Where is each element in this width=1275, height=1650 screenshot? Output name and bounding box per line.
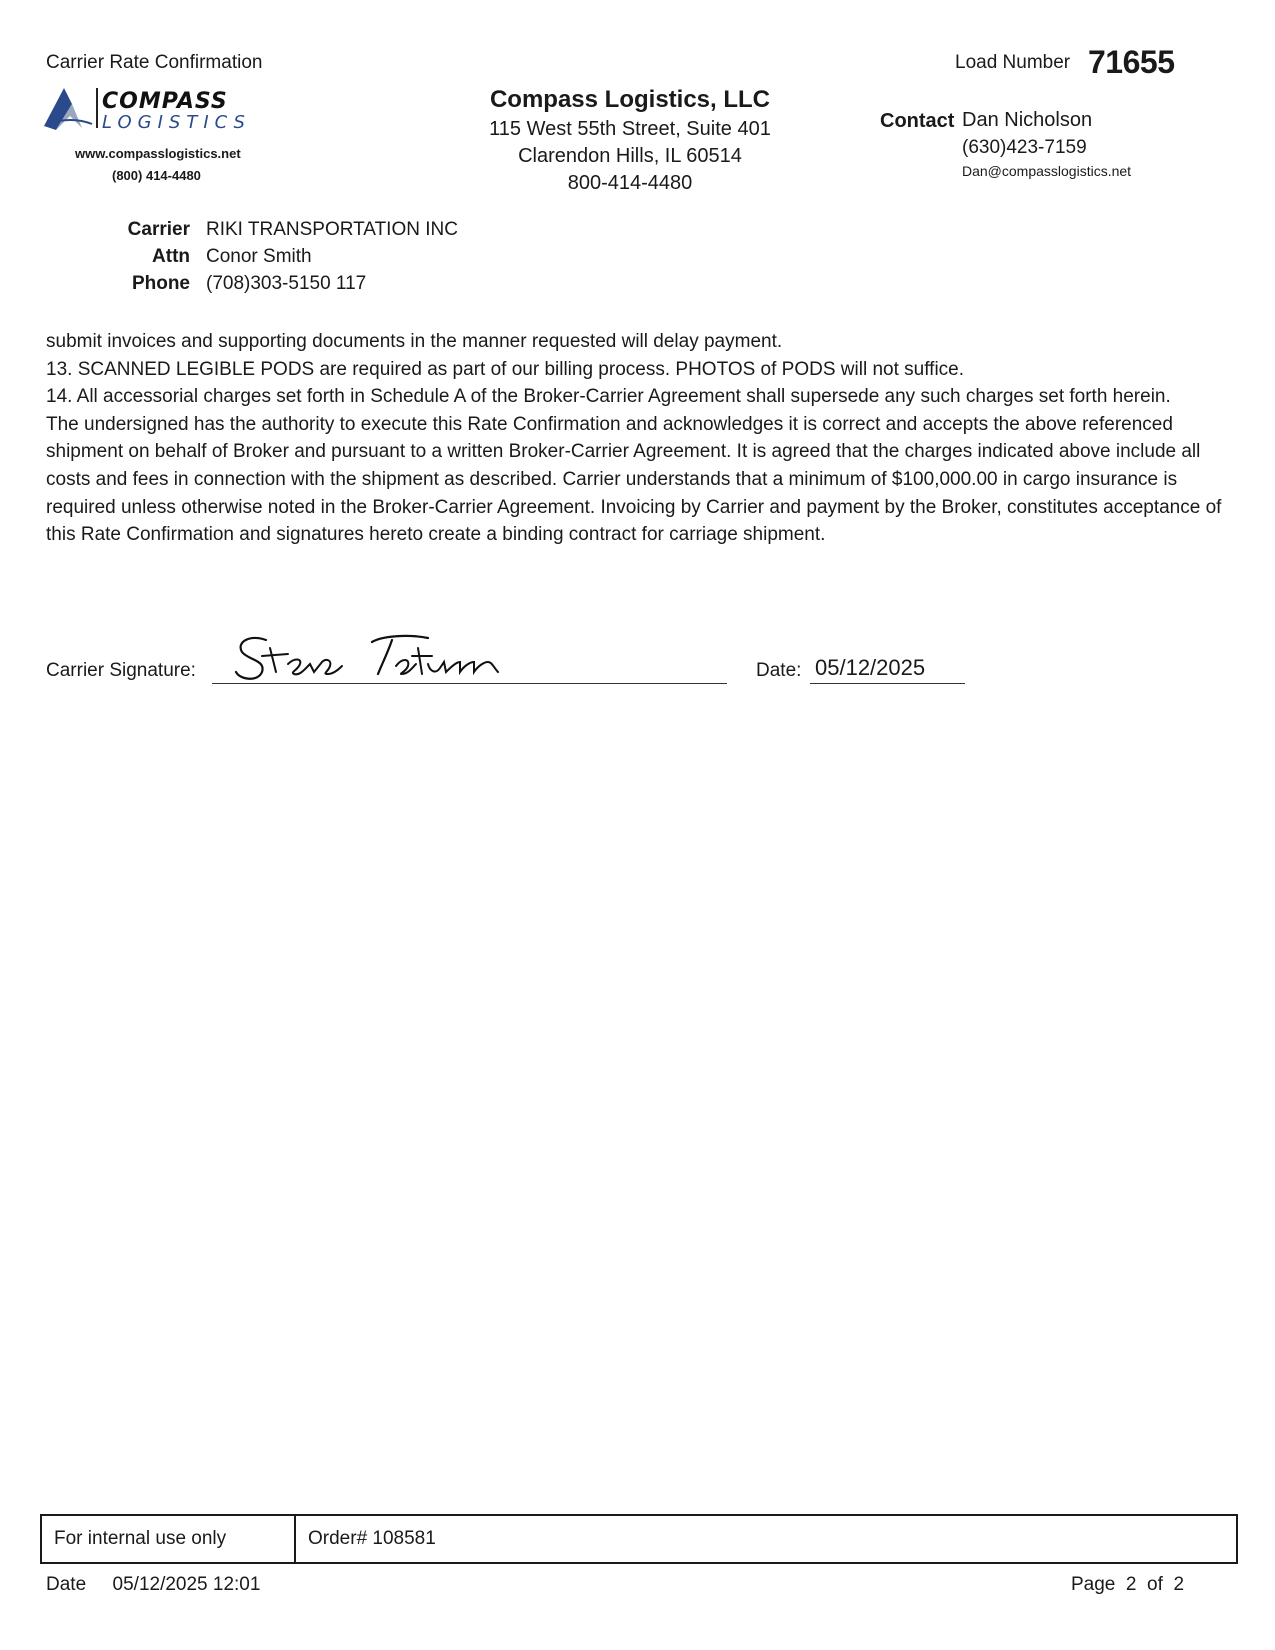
carrier-value: RIKI TRANSPORTATION INC — [206, 218, 458, 240]
signature-date: 05/12/2025 — [815, 655, 926, 680]
load-number: 71655 — [1088, 44, 1175, 80]
terms-paragraph: The undersigned has the authority to execute this Rate Confirmation and acknowledges it is correct and accepts the above referenced shipment on behalf of Broker and pursuant to a written Broker-Carrier Agreement. It is agreed that the charges indicated above include all costs and fees in connection with the shipment as described. Carrier understands that a minimum of $100,000.00 in cargo insurance is required unless otherwise noted in the Broker-Carrier Agreement. Invoicing by Carrier and payment by the Broker, constitutes acceptance of this Rate Confirmation and signatures hereto create a binding contract for carriage shipment. — [46, 413, 1222, 546]
carrier-row — [100, 216, 458, 243]
carrier-info — [100, 216, 458, 297]
company-address-2: Clarendon Hills, IL 60514 — [518, 145, 742, 167]
footer-date: Date 05/12/2025 12:01 — [46, 1574, 261, 1595]
contact-phone: (630)423-7159 — [962, 137, 1087, 158]
contact-label: Contact — [880, 110, 955, 132]
order-number: Order# 108581 — [308, 1528, 436, 1549]
compass-logo — [42, 86, 292, 138]
document-title: Carrier Rate Confirmation — [46, 52, 263, 73]
contact-email: Dan@compasslogistics.net — [962, 163, 1132, 179]
logo-website: www.compasslogistics.net — [75, 146, 241, 161]
company-name: Compass Logistics, LLC — [489, 86, 771, 113]
load-number-label: Load Number — [955, 52, 1071, 73]
attn-row — [100, 243, 458, 270]
handwritten-signature — [232, 628, 552, 686]
logo-wordmark-bottom: LOGISTICS — [102, 112, 251, 133]
internal-use-label: For internal use only — [42, 1516, 296, 1562]
terms-text — [46, 328, 1226, 549]
phone-value: (708)303-5150 117 — [206, 272, 367, 294]
company-block — [440, 86, 820, 197]
attn-value: Conor Smith — [206, 245, 312, 267]
signature-label: Carrier Signature: — [46, 660, 196, 681]
terms-paragraph: 13. SCANNED LEGIBLE PODS are required as part of our billing process. PHOTOS of PODS will not suffice. — [46, 358, 965, 380]
date-line — [810, 683, 965, 684]
phone-row — [100, 270, 458, 297]
page-number: Page 2 of 2 — [1071, 1574, 1185, 1595]
company-phone: 800-414-4480 — [567, 172, 693, 194]
internal-use-box — [40, 1514, 1238, 1564]
terms-paragraph: submit invoices and supporting documents in the manner requested will delay payment. — [46, 331, 783, 352]
logo-wordmark-top: COMPASS — [102, 89, 228, 114]
attn-label: Attn — [152, 245, 190, 267]
carrier-label: Carrier — [127, 218, 190, 240]
logo-phone: (800) 414-4480 — [112, 168, 201, 183]
date-label: Date: — [756, 660, 802, 681]
contact-name: Dan Nicholson — [962, 109, 1093, 131]
phone-label: Phone — [131, 272, 190, 294]
terms-paragraph: 14. All accessorial charges set forth in Schedule A of the Broker-Carrier Agreement shall supersede any such charges set forth herein. — [46, 386, 1171, 408]
company-address-1: 115 West 55th Street, Suite 401 — [489, 118, 771, 140]
